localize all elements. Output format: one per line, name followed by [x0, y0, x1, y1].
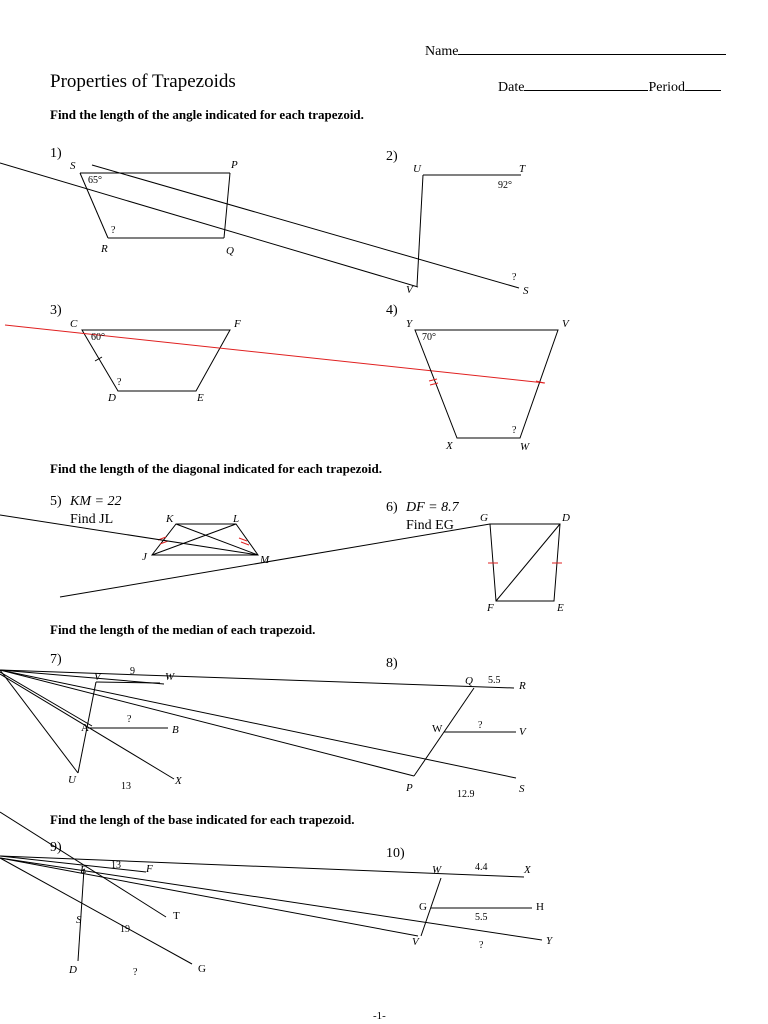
section-base: Find the lengh of the base indicated for each trapezoid. [50, 812, 355, 827]
trapezoid-9 [0, 812, 542, 964]
p7-label-a: A [81, 722, 89, 734]
p9-top: 13 [111, 860, 121, 871]
p2-label-s: S [523, 285, 529, 297]
p2-label-u: U [413, 163, 421, 175]
p7-top: 9 [130, 666, 135, 677]
p2-label-v: V [406, 284, 413, 296]
p8-label-w: W [432, 723, 443, 735]
problem-9-number: 9) [50, 840, 62, 855]
p8-median: ? [478, 720, 483, 731]
p8-label-v: V [519, 726, 526, 738]
name-blank[interactable] [458, 40, 726, 55]
trapezoid-10 [421, 878, 532, 936]
problem-4-number: 4) [386, 303, 398, 318]
trapezoid-6 [488, 524, 562, 601]
p1-label-q: Q [226, 245, 234, 257]
trapezoid-8 [414, 688, 516, 776]
p6-find: Find EG [406, 518, 454, 533]
page-title: Properties of Trapezoids [50, 71, 236, 92]
p9-median: 19 [120, 924, 130, 935]
problem-8-number: 8) [386, 656, 398, 671]
trapezoid-1 [0, 163, 519, 288]
p10-label-w: W [432, 864, 442, 876]
p5-label-j: J [142, 551, 147, 563]
p10-label-g: G [419, 901, 427, 913]
p4-unknown: ? [512, 425, 517, 436]
p10-label-h: H [536, 901, 544, 913]
p5-label-m: M [260, 554, 270, 566]
problem-3-number: 3) [50, 303, 62, 318]
p4-label-x: X [446, 440, 453, 452]
p4-label-w: W [520, 441, 530, 453]
p7-label-v: V [94, 671, 101, 683]
section-median: Find the length of the median of each trapezoid. [50, 622, 316, 637]
p6-label-f: F [487, 602, 494, 614]
p8-label-q: Q [465, 675, 473, 687]
p3-label-e: E [197, 392, 204, 404]
p4-angle: 70° [422, 332, 436, 343]
p8-top: 5.5 [488, 675, 501, 686]
p7-label-w: W [165, 671, 175, 683]
problem-2-number: 2) [386, 149, 398, 164]
trapezoid-4 [415, 330, 558, 438]
p3-label-c: C [70, 318, 78, 330]
p10-label-y: Y [546, 935, 553, 947]
p10-label-x: X [524, 864, 531, 876]
p9-label-g: G [198, 963, 206, 975]
p3-label-f: F [234, 318, 241, 330]
p1-angle: 65° [88, 175, 102, 186]
p5-given: KM = 22 [70, 494, 122, 509]
p5-label-l: L [233, 513, 240, 525]
period-label: Period [648, 80, 685, 95]
p5-label-k: K [166, 513, 174, 525]
date-label: Date [498, 80, 525, 95]
problem-6-number: 6) [386, 500, 398, 515]
p8-label-r: R [519, 680, 526, 692]
section-angle: Find the length of the angle indicated for each trapezoid. [50, 107, 364, 122]
p6-given: DF = 8.7 [406, 500, 459, 515]
p1-unknown: ? [111, 225, 116, 236]
problem-7-number: 7) [50, 652, 62, 667]
p8-label-p: P [406, 782, 413, 794]
period-blank[interactable] [685, 76, 721, 91]
p2-label-t: T [519, 163, 526, 175]
trapezoid-3 [5, 325, 545, 391]
p6-label-d: D [562, 512, 570, 524]
p9-label-e: E [80, 864, 87, 876]
p7-label-b: B [172, 724, 179, 736]
p4-label-y: Y [406, 318, 413, 330]
date-period-field [498, 76, 721, 96]
p2-angle: 92° [498, 180, 512, 191]
p6-label-g: G [480, 512, 488, 524]
p7-label-x: X [175, 775, 182, 787]
p8-label-s: S [519, 783, 525, 795]
p10-bottom: ? [479, 940, 484, 951]
p9-bottom: ? [133, 967, 138, 978]
section-diagonal: Find the length of the diagonal indicated for each trapezoid. [50, 461, 382, 476]
p9-label-t: T [173, 910, 180, 922]
p7-bottom: 13 [121, 781, 131, 792]
problem-10-number: 10) [386, 846, 405, 861]
p8-bottom: 12.9 [457, 789, 475, 800]
p7-median: ? [127, 714, 132, 725]
p9-label-s: S [76, 914, 82, 926]
p4-label-v: V [562, 318, 569, 330]
name-label: Name [425, 44, 459, 59]
page-number: -1- [373, 1010, 386, 1022]
p2-unknown: ? [512, 272, 517, 283]
p3-label-d: D [108, 392, 116, 404]
p3-unknown: ? [117, 377, 122, 388]
name-field [425, 40, 726, 60]
p5-find: Find JL [70, 512, 114, 527]
p1-label-p: P [231, 159, 238, 171]
p3-angle: 60° [91, 332, 105, 343]
problem-5-number: 5) [50, 494, 62, 509]
p7-label-u: U [68, 774, 76, 786]
p9-label-f: F [146, 863, 153, 875]
p10-median: 5.5 [475, 912, 488, 923]
trapezoid-2 [417, 175, 521, 286]
p10-top: 4.4 [475, 862, 488, 873]
p9-label-d: D [69, 964, 77, 976]
p1-label-r: R [101, 243, 108, 255]
problem-1-number: 1) [50, 146, 62, 161]
p1-label-s: S [70, 160, 76, 172]
p10-label-v: V [412, 936, 419, 948]
p6-label-e: E [557, 602, 564, 614]
date-blank[interactable] [524, 76, 648, 91]
